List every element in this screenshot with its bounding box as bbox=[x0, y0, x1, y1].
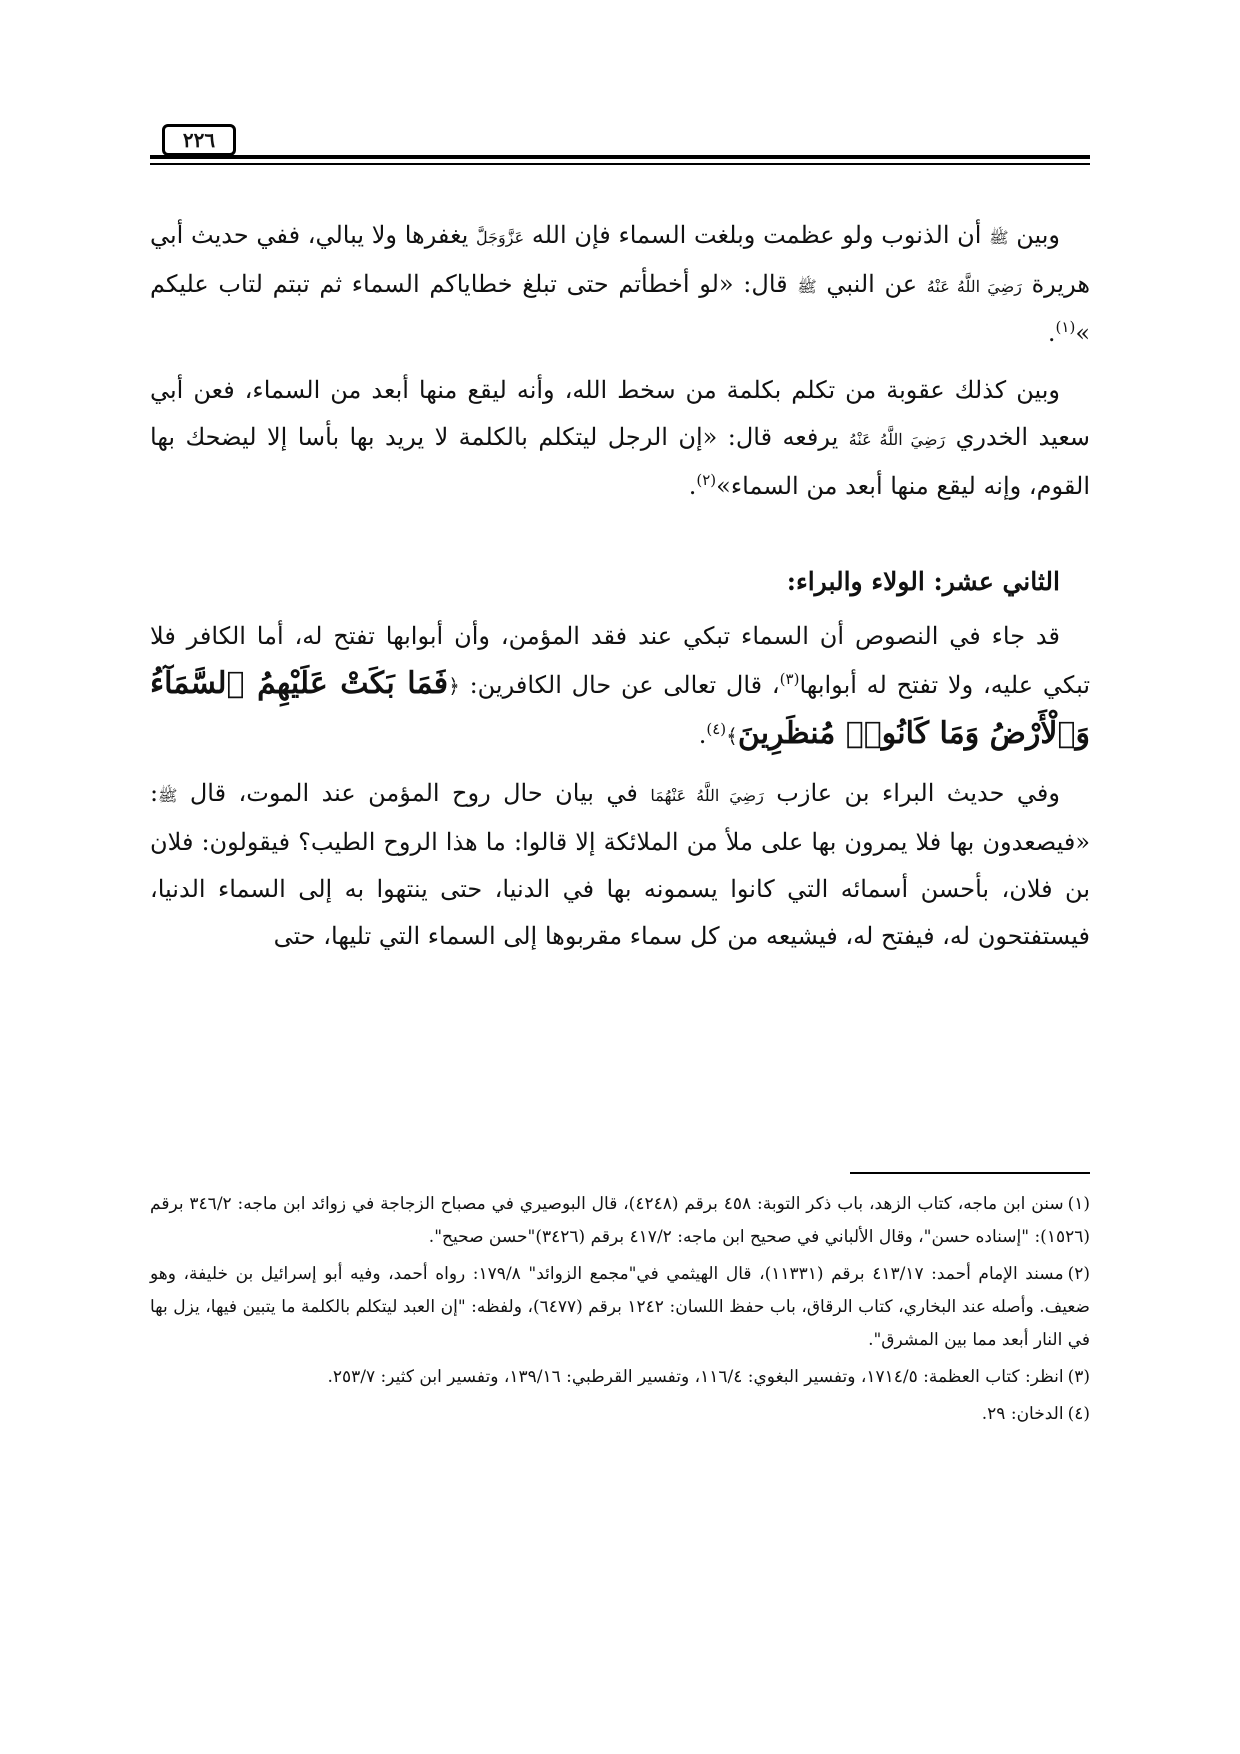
paragraph-4 bbox=[150, 770, 1090, 960]
footnote-text: الدخان: ٢٩. bbox=[981, 1404, 1064, 1424]
text-run: . bbox=[688, 472, 697, 500]
text-run: قد جاء في النصوص أن السماء تبكي عند فقد المؤمن، وأن أبوابها تفتح له، أما الكافر فلا تبكي عليه، ولا تفتح له أبوابها bbox=[150, 622, 1090, 699]
text-run: يغفرها ولا يبالي، ففي حديث أبي هريرة bbox=[150, 221, 1090, 298]
honorific-glyph: ﷺ bbox=[989, 228, 1009, 247]
text-run: يرفعه قال: «إن الرجل ليتكلم بالكلمة لا يريد بها بأسا إلا ليضحك بها القوم، وإنه ليقع منها أبعد من السماء» bbox=[150, 423, 1090, 500]
footnote-3 bbox=[150, 1361, 1090, 1394]
footnote-number: (٣) bbox=[1067, 1367, 1090, 1387]
text-run: وبين كذلك عقوبة من تكلم بكلمة من سخط الله، وأنه ليقع منها أبعد من السماء، فعن أبي سعيد الخدري bbox=[150, 376, 1091, 451]
text-run: . bbox=[698, 721, 707, 749]
footnote-text: مسند الإمام أحمد: ٤١٣/١٧ برقم (١١٣٣١)، قال الهيثمي في"مجمع الزوائد" ١٧٩/٨: رواه أحمد، وفيه أبو إسرائيل بن خليفة، وهو ضعيف. وأصله عند البخاري، كتاب الرقاق، باب حفظ اللسان: ١٢٤٢ برقم (٦٤٧٧)، ولفظه: "إن العبد ليتكلم بالكلمة ما يتبين فيها، يزل بها في النار أبعد مما بين المشرق". bbox=[150, 1264, 1090, 1350]
footnote-separator bbox=[850, 1172, 1090, 1174]
footnote-text: انظر: كتاب العظمة: ١٧١٤/٥، وتفسير البغوي: ١١٦/٤، وتفسير القرطبي: ١٣٩/١٦، وتفسير ابن كثير: ٢٥٣/٧. bbox=[327, 1367, 1064, 1387]
text-run: عن النبي bbox=[816, 270, 927, 298]
text-run: وبين bbox=[1008, 221, 1060, 249]
footnote-ref-1[interactable]: (١) bbox=[1055, 318, 1076, 336]
quran-verse: فَمَا بَكَتْ عَلَيْهِمُ ٱلسَّمَآءُ وَٱلْأَرْضُ وَمَا كَانُوا۟ مُنظَرِينَ bbox=[150, 666, 1090, 751]
footnote-ref-3[interactable]: (٣) bbox=[779, 670, 800, 688]
footnote-number: (٤) bbox=[1067, 1404, 1090, 1424]
header-rule-thick bbox=[150, 155, 1090, 159]
text-run: أن الذنوب ولو عظمت وبلغت السماء فإن الله bbox=[524, 221, 990, 249]
paragraph-2 bbox=[150, 367, 1090, 510]
page-number: ٢٢٦ bbox=[162, 124, 236, 156]
footnote-text: سنن ابن ماجه، كتاب الزهد، باب ذكر التوبة: ٤٥٨ برقم (٤٢٤٨)، قال البوصيري في مصباح الزجاجة في زوائد ابن ماجه: ٣٤٦/٢ برقم (١٥٢٦): "إسناده حسن"، وقال الألباني في صحيح ابن ماجه: ٤١٧/٢ برقم (٣٤٢٦)"حسن صحيح". bbox=[150, 1194, 1090, 1247]
honorific-glyph: رَضِيَ اللَّهُ عَنْهُمَا bbox=[650, 786, 764, 805]
honorific-glyph: ﷺ bbox=[797, 277, 817, 296]
footnote-4 bbox=[150, 1398, 1090, 1431]
text-run: ، قال تعالى عن حال الكافرين: bbox=[459, 671, 780, 699]
text-run: في بيان حال روح المؤمن عند الموت، قال bbox=[177, 779, 651, 807]
header-rule-thin bbox=[150, 163, 1090, 165]
text-run: وفي حديث البراء بن عازب bbox=[763, 779, 1060, 807]
text-run: : «فيصعدون بها فلا يمرون بها على ملأ من الملائكة إلا قالوا: ما هذا الروح الطيب؟ فيقولون: فلان بن فلان، بأحسن أسمائه التي كانوا يسمونه بها في الدنيا، حتى ينتهوا به إلى السماء الدنيا، فيستفتحون له، فيفتح له، فيشيعه من كل سماء مقربوها إلى السماء التي تليها، حتى bbox=[150, 779, 1090, 950]
honorific-glyph: ﷺ bbox=[158, 786, 178, 805]
footnote-1 bbox=[150, 1188, 1090, 1254]
footnote-ref-4[interactable]: (٤) bbox=[706, 720, 727, 738]
quran-bracket-open: ﴿ bbox=[448, 674, 460, 698]
section-heading: الثاني عشر: الولاء والبراء: bbox=[786, 567, 1060, 596]
quran-bracket-close: ﴾ bbox=[726, 724, 738, 748]
honorific-glyph: عَزَّوَجَلَّ bbox=[476, 228, 525, 247]
footnotes bbox=[150, 1188, 1090, 1435]
paragraph-1 bbox=[150, 212, 1090, 357]
text-run: . bbox=[1047, 319, 1056, 347]
footnote-2 bbox=[150, 1258, 1090, 1357]
honorific-glyph: رَضِيَ اللَّهُ عَنْهُ bbox=[926, 277, 1022, 296]
footnote-number: (٢) bbox=[1067, 1264, 1090, 1284]
honorific-glyph: رَضِيَ اللَّهُ عَنْهُ bbox=[848, 430, 946, 449]
text-run: قال: «لو أخطأتم حتى تبلغ خطاياكم السماء ثم تبتم لتاب عليكم » bbox=[150, 270, 1090, 347]
footnote-ref-2[interactable]: (٢) bbox=[696, 471, 717, 489]
page-header bbox=[150, 122, 1090, 170]
paragraph-3 bbox=[150, 613, 1090, 760]
main-text bbox=[150, 212, 1090, 970]
footnote-number: (١) bbox=[1067, 1194, 1091, 1214]
